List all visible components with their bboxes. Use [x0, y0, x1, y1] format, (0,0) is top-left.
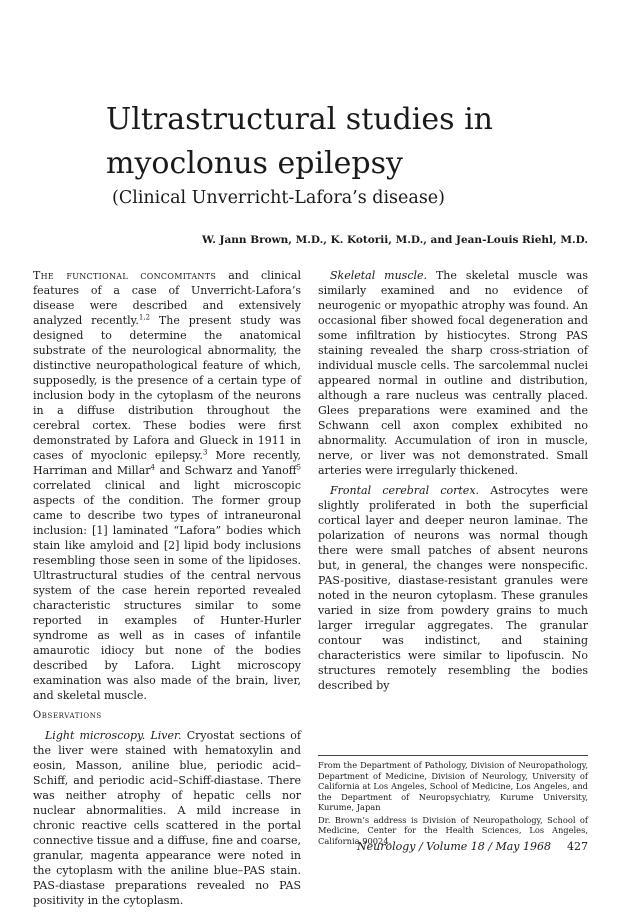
title-line-1: Ultrastructural studies in [106, 102, 493, 137]
intro-text-1: and clinical features of a case of Unverricht-Lafora’s disease were described and extensively analyzed recently. [33, 269, 302, 327]
author-list: W. Jann Brown, M.D., K. Kotorii, M.D., and Jean-Louis Riehl, M.D. [202, 234, 588, 246]
footnote [318, 760, 588, 848]
intro-paragraph [33, 268, 301, 703]
observations-heading: Observations [33, 710, 102, 721]
article-subtitle: (Clinical Unverricht-Lafora’s disease) [112, 188, 445, 208]
left-column [33, 268, 301, 913]
page-number: 427 [567, 840, 588, 853]
frontal-cortex-paragraph [318, 483, 588, 693]
intro-text-5: correlated clinical and light microscopic aspects of the condition. The former group came to describe two types of intraneuronal inclusion: [1] laminated “Lafora” bodies which stain like amyloid and [2] lipid body inclusions resembling those seen in some of the lipidoses. Ultrastructural studies of the central nervous system of the case herein reported revealed characteristic structures similar to some reported in examples of Hunter-Hurler syndrome as well as in cases of infantile amaurotic idiocy but none of the bodies described by Lafora. Light microscopy examination was also made of the brain, liver, and skeletal muscle. [33, 479, 301, 702]
skeletal-muscle-text: The skeletal muscle was similarly examined and no evidence of neurogenic or myopathic atrophy was found. An occasional fiber showed focal degeneration and some infiltration by histiocytes. Strong PAS staining revealed the sharp cross-striation of individual muscle cells. The sarcolemmal nuclei appeared normal in outline and distribution, although a rare nucleus was centrally placed. Glees preparations were examined and the Schwann cell axon complex exhibited no abnormality. Accumulation of iron in muscle, nerve, or liver was not demonstrated. Small arteries were irregularly thickened. [318, 269, 588, 477]
skeletal-muscle-paragraph [318, 268, 588, 478]
journal-citation: Neurology / Volume 18 / May 1968 [356, 840, 551, 853]
article-title [106, 98, 493, 186]
intro-text-4: and Schwarz and Yanoff [154, 464, 297, 477]
right-column [318, 268, 588, 698]
reference-1-2: 1,2 [138, 313, 151, 322]
reference-4: 4 [150, 463, 155, 472]
light-microscopy-heading: Light microscopy. Liver. [45, 729, 182, 742]
reference-5: 5 [296, 463, 301, 472]
light-microscopy-paragraph [33, 728, 301, 908]
intro-text-3: More recently, Harriman and Millar [33, 449, 302, 477]
light-microscopy-text: Cryostat sections of the liver were stained with hematoxylin and eosin, Masson, aniline blue, periodic acid–Schiff, and periodic acid–Schiff-diastase. There was neither atrophy of hepatic cells nor nuclear abnormalities. A mild increase in chronic reactive cells scattered in the portal connective tissue and a diffuse, fine and coarse, granular, magenta appearance were noted in the cytoplasm with the aniline blue–PAS stain. PAS-diastase preparations revealed no PAS positivity in the cytoplasm. [33, 729, 301, 907]
footnote-address: Dr. Brown’s address is Division of Neuropathology, School of Medicine, Center for the Health Sciences, Los Angeles, California 90024. [318, 814, 588, 846]
intro-lead: The functional concomitants [33, 269, 217, 282]
reference-3: 3 [202, 448, 208, 457]
frontal-cortex-text: Astrocytes were slightly proliferated in both the superficial cortical layer and deeper neuron laminae. The polarization of neurons was normal though there were small patches of absent neurons but, in general, the changes were nonspecific. PAS-positive, diastase-resistant granules were noted in the neuron cytoplasm. These granules varied in size from powdery grains to much larger irregular aggregates. The granular contour was indistinct, and staining characteristics were similar to lipofuscin. No structures remotely resembling the bodies described by [318, 484, 589, 692]
page-footer [357, 840, 588, 853]
title-line-2: myoclonus epilepsy [106, 146, 403, 181]
footnote-divider [318, 755, 588, 756]
footnote-affiliation: From the Department of Pathology, Division of Neuropathology, Department of Medicine, Division of Neurology, University of California at Los Angeles, School of Medicine, Los Angeles, and the Department of Neuropsychiatry, Kurume University, Kurume, Japan [318, 760, 588, 812]
frontal-cortex-heading: Frontal cerebral cortex. [330, 484, 480, 497]
skeletal-muscle-heading: Skeletal muscle. [330, 269, 428, 282]
intro-text-2: The present study was designed to determine the anatomical substrate of the neurological abnormality, the distinctive neuropathological feature of which, supposedly, is the presence of a certain type of inclusion body in the cytoplasm of the neurons in a diffuse distribution throughout the cerebral cortex. These bodies were first demonstrated by Lafora and Glueck in 1911 in cases of myoclonic epilepsy. [33, 314, 301, 462]
